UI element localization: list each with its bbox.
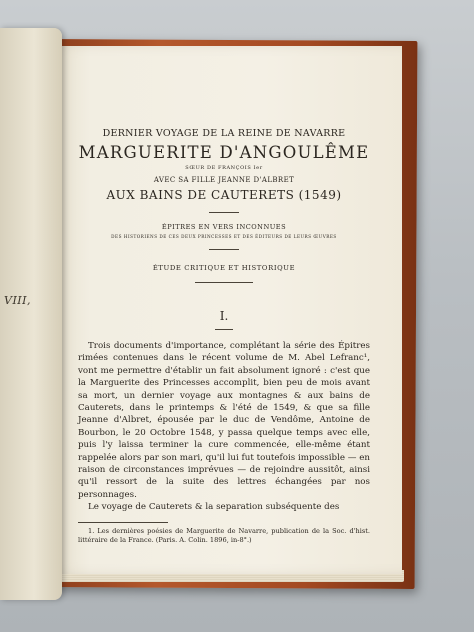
subtitle-divider <box>209 249 239 250</box>
section-numeral: I. <box>219 309 229 323</box>
subtitle-line-3: ÉTUDE CRITIQUE ET HISTORIQUE <box>152 264 296 272</box>
title-divider <box>209 212 239 213</box>
title-line-4: AVEC SA FILLE JEANNE D'ALBRET <box>153 176 295 184</box>
title-main: MARGUERITE D'ANGOULÊME <box>78 143 370 162</box>
facing-page <box>0 28 62 600</box>
numeral-divider <box>215 329 233 330</box>
page-content <box>78 110 370 545</box>
subtitle-line-2: DES HISTORIENS DE CES DEUX PRINCESSES ET DES ÉDITEURS DE LEURS ŒUVRES <box>111 234 337 239</box>
facing-page-text: VIII, <box>4 294 31 307</box>
title-line-5: AUX BAINS DE CAUTERETS (1549) <box>106 188 342 202</box>
paragraph-1: Trois documents d'importance, complétant la série des Épitres rimées contenues dans le récent volume de M. Abel Lefranc¹, vont me permettre d'établir un fait absolument ignoré : c'est que la Marguerite des Princesses accomplit, bien peu de mois avant sa mort, un dernier voyage aux montagnes & aux bains de Cauterets, dans le printemps & l'été de 1549, & que sa fille Jeanne d'Albret, épousée par le duc de Vendôme, Antoine de Bourbon, le 20 Octobre 1548, y passa quelque temps avec elle, puis l'y laissa terminer la cure commencée, elle-même étant rappelée alors par son mari, qu'il lui fut toutefois impossible — en raison de circonstances imprévues — de rejoindre aussitôt, ainsi qu'il ressort de la suite des lettres échangées par nos personnages. <box>78 341 370 500</box>
footnote: 1. Les dernières poésies de Marguerite de Navarre, publication de la Soc. d'hist. littéraire de la France. (Paris. A. Colin. 1896, in-8°.) <box>78 526 370 544</box>
section-divider <box>195 282 253 283</box>
title-line-3: SŒUR DE FRANÇOIS Ier <box>185 165 263 171</box>
paragraph-2: Le voyage de Cauterets & la separation subséquente des <box>88 502 340 513</box>
title-line-1: DERNIER VOYAGE DE LA REINE DE NAVARRE <box>102 128 346 139</box>
subtitle-line-1: ÉPITRES EN VERS INCONNUES <box>161 223 287 231</box>
footnote-divider <box>78 522 168 523</box>
